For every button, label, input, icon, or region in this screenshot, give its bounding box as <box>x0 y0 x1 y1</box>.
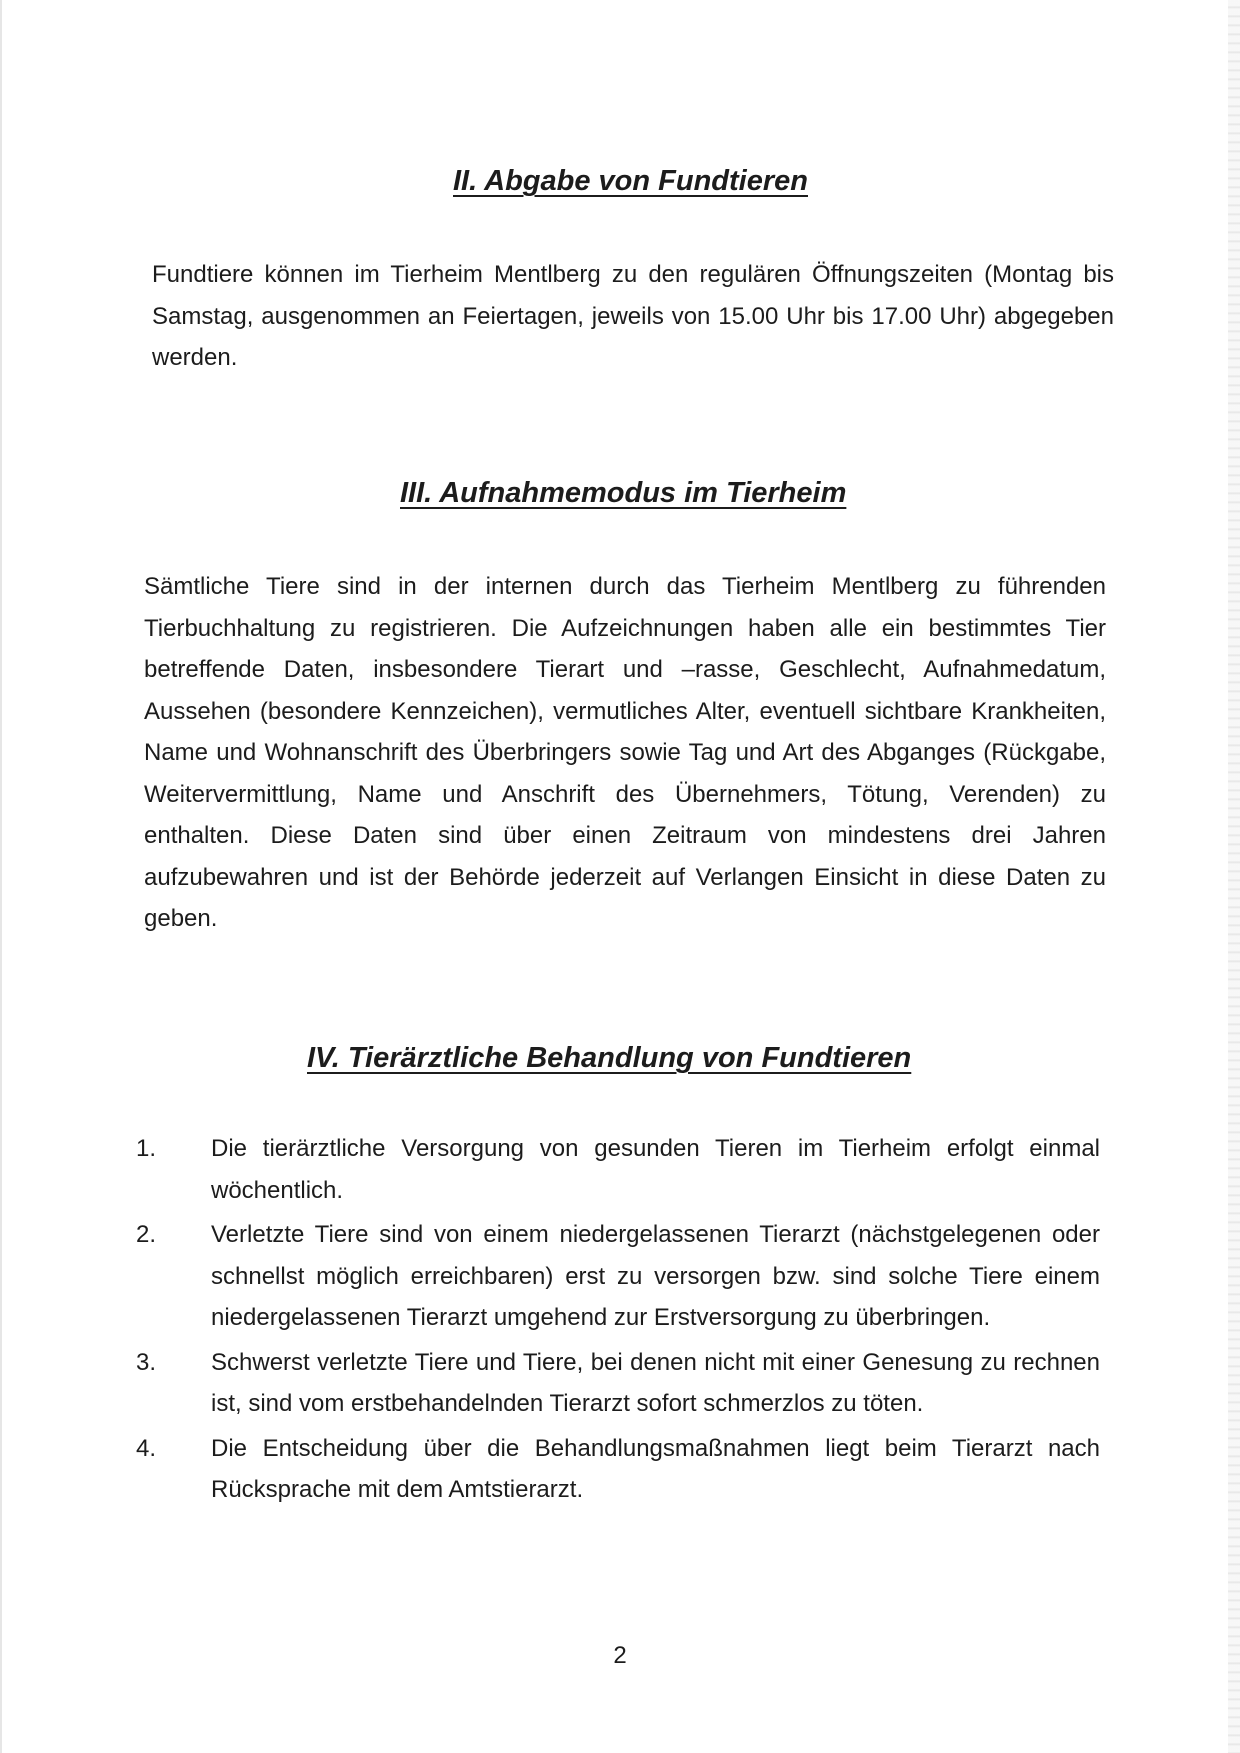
list-item-number: 4. <box>136 1434 157 1462</box>
section-paragraph-aufnahmemodus: Sämtliche Tiere sind in der internen durch das Tierheim Mentlberg zu führenden Tierbuchhaltung zu registrieren. Die Aufzeichnungen haben alle ein bestimmtes Tier betreffende Daten, insbesondere Tierart und –rasse, Geschlecht, Aufnahmedatum, Aussehen (besondere Kennzeichen), vermutliches Alter, eventuell sichtbare Krankheiten, Name und Wohnanschrift des Überbringers sowie Tag und Art des Abganges (Rückgabe, Weitervermittlung, Name und Anschrift des Übernehmers, Tötung, Verenden) zu enthalten. Diese Daten sind über einen Zeitraum von mindestens drei Jahren aufzubewahren und ist der Behörde jederzeit auf Verlangen Einsicht in diese Daten zu geben. <box>144 573 1106 932</box>
list-item <box>136 1342 1100 1425</box>
list-item-text: Schwerst verletzte Tiere und Tiere, bei denen nicht mit einer Genesung zu rechnen ist, sind vom erstbehandelnden Tierarzt sofort schmerzlos zu töten. <box>211 1348 1100 1417</box>
list-item <box>136 1128 1100 1211</box>
section-paragraph-abgabe: Fundtiere können im Tierheim Mentlberg zu den regulären Öffnungszeiten (Montag bis Samstag, ausgenommen an Feiertagen, jeweils von 15.00 Uhr bis 17.00 Uhr) abgegeben werden. <box>152 261 1114 371</box>
section-heading-aufnahmemodus: III. Aufnahmemodus im Tierheim <box>400 477 847 509</box>
treatment-list <box>136 1128 1100 1514</box>
scan-edge-left <box>0 0 2 1753</box>
list-item <box>136 1214 1100 1339</box>
list-item-text: Die tierärztliche Versorgung von gesunden Tieren im Tierheim erfolgt einmal wöchentlich. <box>211 1135 1100 1204</box>
list-item-number: 1. <box>136 1135 157 1162</box>
section-heading-tieraerztliche-behandlung: IV. Tierärztliche Behandlung von Fundtieren <box>307 1042 912 1074</box>
section-heading-abgabe: II. Abgabe von Fundtieren <box>453 165 808 197</box>
list-item <box>136 1428 1100 1511</box>
list-item-number: 2. <box>136 1221 157 1248</box>
page-number: 2 <box>613 1642 627 1669</box>
list-item-number: 3. <box>136 1348 157 1376</box>
list-item-text: Die Entscheidung über die Behandlungsmaßnahmen liegt beim Tierarzt nach Rücksprache mit dem Amtstierarzt. <box>211 1434 1100 1503</box>
scan-edge-right <box>1228 0 1240 1753</box>
list-item-text: Verletzte Tiere sind von einem niedergelassenen Tierarzt (nächstgelegenen oder schnellst möglich erreichbaren) erst zu versorgen bzw. sind solche Tiere einem niedergelassenen Tierarzt umgehend zur Erstversorgung zu überbringen. <box>211 1221 1100 1331</box>
